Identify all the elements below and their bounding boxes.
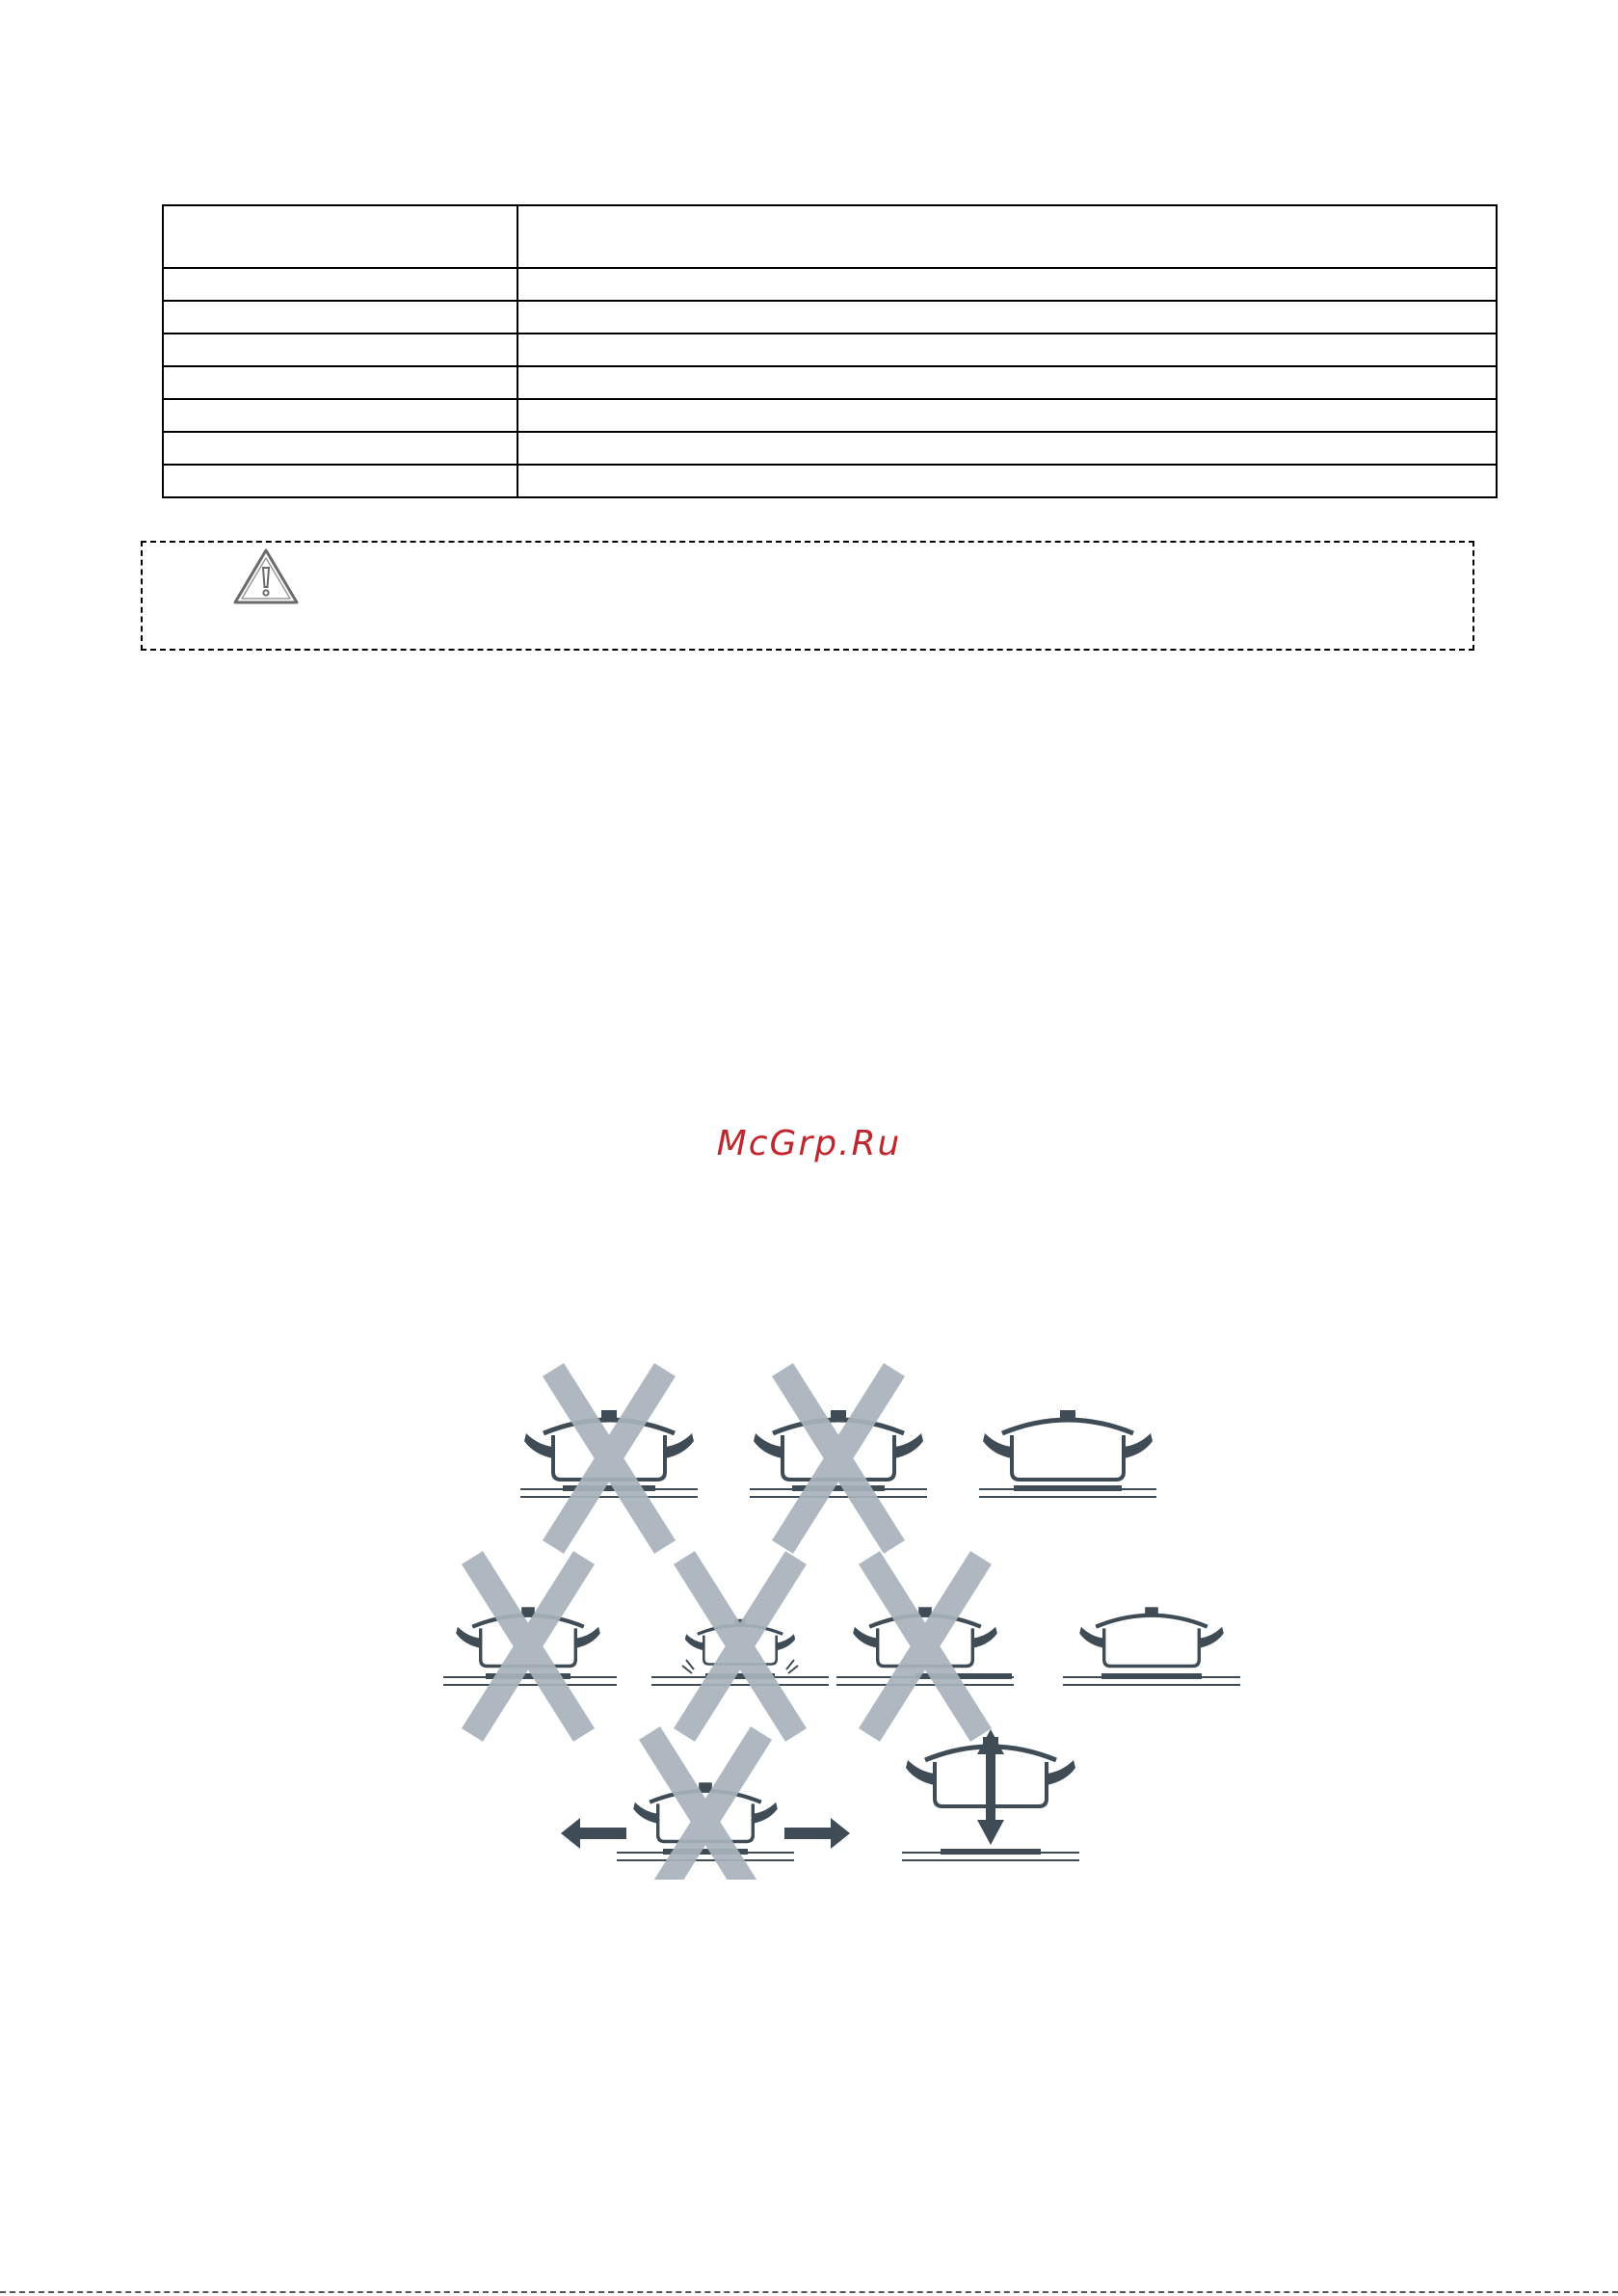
pot-row1-a: [520, 1370, 698, 1547]
table-header-row: [163, 205, 1497, 268]
table-cell: [163, 432, 517, 465]
pot-row1-c: [979, 1410, 1156, 1497]
table-header-cell: [517, 205, 1497, 268]
warning-box: [141, 541, 1474, 651]
table-cell: [517, 432, 1497, 465]
watermark-text: McGrp.Ru: [716, 1124, 902, 1163]
page-bottom-rule: [0, 2291, 1618, 2293]
spec-table-container: [162, 204, 1498, 498]
table-cell: [163, 334, 517, 366]
table-row: [163, 301, 1497, 334]
table-cell: [517, 465, 1497, 497]
table-cell: [517, 366, 1497, 399]
pot-row2-d: [1063, 1607, 1240, 1685]
table-row: [163, 334, 1497, 366]
table-row: [163, 366, 1497, 399]
pot-row2-c: [836, 1558, 1014, 1735]
table-cell: [517, 334, 1497, 366]
cookware-usage-figure: [443, 1340, 1253, 1880]
table-cell: [163, 399, 517, 432]
pot-row1-b: [750, 1370, 927, 1547]
table-header-cell: [163, 205, 517, 268]
pot-row2-b: [651, 1558, 829, 1735]
table-cell: [517, 301, 1497, 334]
table-row: [163, 268, 1497, 301]
table-cell: [517, 268, 1497, 301]
table-cell: [163, 301, 517, 334]
table-cell: [163, 465, 517, 497]
table-cell: [163, 366, 517, 399]
warning-triangle-icon: [231, 547, 301, 608]
table-row: [163, 399, 1497, 432]
table-cell: [163, 268, 517, 301]
pot-row3-b: [902, 1729, 1079, 1860]
table-cell: [517, 399, 1497, 432]
pot-row3-a: [561, 1733, 850, 1880]
spec-table: [162, 204, 1498, 498]
table-row: [163, 465, 1497, 497]
pot-row2-a: [443, 1558, 617, 1735]
table-row: [163, 432, 1497, 465]
